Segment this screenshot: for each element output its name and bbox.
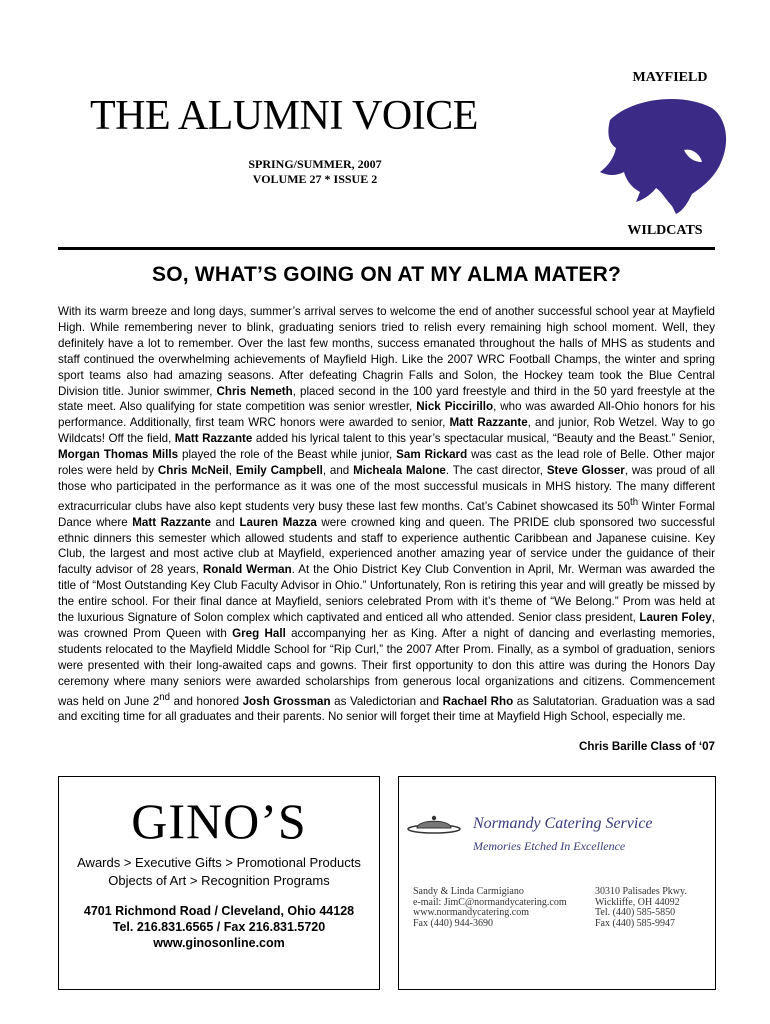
ginos-web: www.ginosonline.com	[153, 936, 285, 950]
brand-mayfield: MAYFIELD	[632, 70, 708, 85]
normandy-address-block	[595, 887, 687, 929]
masthead-rule	[58, 247, 715, 250]
issue-volume: VOLUME 27 * ISSUE 2	[252, 172, 378, 186]
ginos-products-line2: Objects of Art > Recognition Programs	[108, 873, 330, 888]
normandy-contact-block	[413, 887, 567, 929]
normandy-email: e-mail: JimC@normandycatering.com	[413, 896, 567, 908]
normandy-city: Wickliffe, OH 44092	[595, 896, 680, 908]
ginos-phone: Tel. 216.831.6565 / Fax 216.831.5720	[112, 920, 326, 934]
normandy-fax-right: Fax (440) 585-9947	[595, 917, 675, 929]
normandy-ad	[398, 776, 716, 990]
normandy-web: www.normandycatering.com	[413, 907, 529, 918]
normandy-fax-left: Fax (440) 944-3690	[413, 917, 493, 929]
article-body: With its warm breeze and long days, summer’s arrival serves to welcome the end of another successful school year at Mayfield High. While remembering never to blink, graduating seniors tried to relish every remaining high school moment. Well, they definitely have a lot to remember. Over the last few months, success emanated throughout the halls of MHS as students and staff continued the overwhelming achievements of Mayfield High. Like the 2007 WRC Football Champs, the winter and spring sport teams also had amazing seasons. After defeating Chagrin Falls and Solon, the Hockey team took the Blue Central Division title. Junior swimmer, Chris Nemeth, placed second in the 100 yard freestyle and third in the 50 yard freestyle at the state meet. Also qualifying for state competition was senior wrestler, Nick Piccirillo, who was awarded All-Ohio honors for his performance. Additionally, first team WRC honors were awarded to senior, Matt Razzante, and junior, Rob Wetzel. Way to go Wildcats! Off the field, Matt Razzante added his lyrical talent to this year’s spectacular musical, “Beauty and the Beast.” Senior, Morgan Thomas Mills played the role of the Beast while junior, Sam Rickard was cast as the lead role of Belle. Other major roles were held by Chris McNeil, Emily Campbell, and Micheala Malone. The cast director, Steve Glosser, was proud of all those who participated in the performance as it was one of the most successful musicals in MHS history. The many different extracurricular clubs have also kept students very busy these last few months. Cat’s Cabinet showcased its 50th Winter Formal Dance where Matt Razzante and Lauren Mazza were crowned king and queen. The PRIDE club sponsored two successful ethnic dinners this semester which allowed students and staff to experience authentic Caribbean and Japanese cuisine. Key Club, the largest and most active club at Mayfield, experienced another amazing year of service under the guidance of their faculty advisor of 28 years, Ronald Werman. At the Ohio District Key Club Convention in April, Mr. Werman was awarded the title of “Most Outstanding Key Club Faculty Advisor in Ohio.” Unfortunately, Ron is retiring this year and will greatly be missed by the entire school. For their final dance at Mayfield, seniors celebrated Prom with it’s theme of “We Belong.” Prom was held at the luxurious Signature of Solon complex which captivated and enticed all who attended. Senior class president, Lauren Foley, was crowned Prom Queen with Greg Hall accompanying her as King. After a night of dancing and everlasting memories, students relocated to the Mayfield Middle School for “Rip Curl,” the 2007 After Prom. Finally, as a symbol of graduation, seniors were presented with their long-awaited caps and gowns. Their first opportunity to don this attire was during the Honors Day ceremony where many seniors were awarded scholarships from generous local organizations and citizens. Commencement was held on June 2nd and honored Josh Grossman as Valedictorian and Rachael Rho as Salutatorian. Graduation was a sad and exciting time for all graduates and their parents. No senior will forget their time at Mayfield High School, especially me.	[58, 305, 716, 724]
newsletter-title: THE ALUMNI VOICE	[90, 93, 478, 139]
wildcat-head-icon	[592, 90, 732, 220]
article-headline: SO, WHAT’S GOING ON AT MY ALMA MATER?	[152, 263, 621, 286]
normandy-tel: Tel. (440) 585-5850	[595, 907, 676, 918]
ginos-products-line1: Awards > Executive Gifts > Promotional Products	[77, 855, 361, 870]
normandy-contact: Sandy & Linda Carmigiano	[413, 886, 524, 897]
brand-wildcats: WILDCATS	[627, 223, 703, 238]
normandy-tagline: Memories Etched In Excellence	[473, 839, 626, 853]
ginos-ad	[58, 776, 380, 990]
article-byline: Chris Barille Class of ‘07	[579, 740, 715, 753]
ginos-address: 4701 Richmond Road / Cleveland, Ohio 44128	[83, 904, 355, 918]
ginos-name: GINO’S	[131, 793, 307, 849]
issue-season: SPRING/SUMMER, 2007	[248, 157, 382, 171]
masthead	[0, 0, 770, 250]
catering-tray-icon	[405, 811, 463, 835]
normandy-street: 30310 Palisades Pkwy.	[595, 886, 687, 897]
normandy-name: Normandy Catering Service	[473, 815, 653, 832]
